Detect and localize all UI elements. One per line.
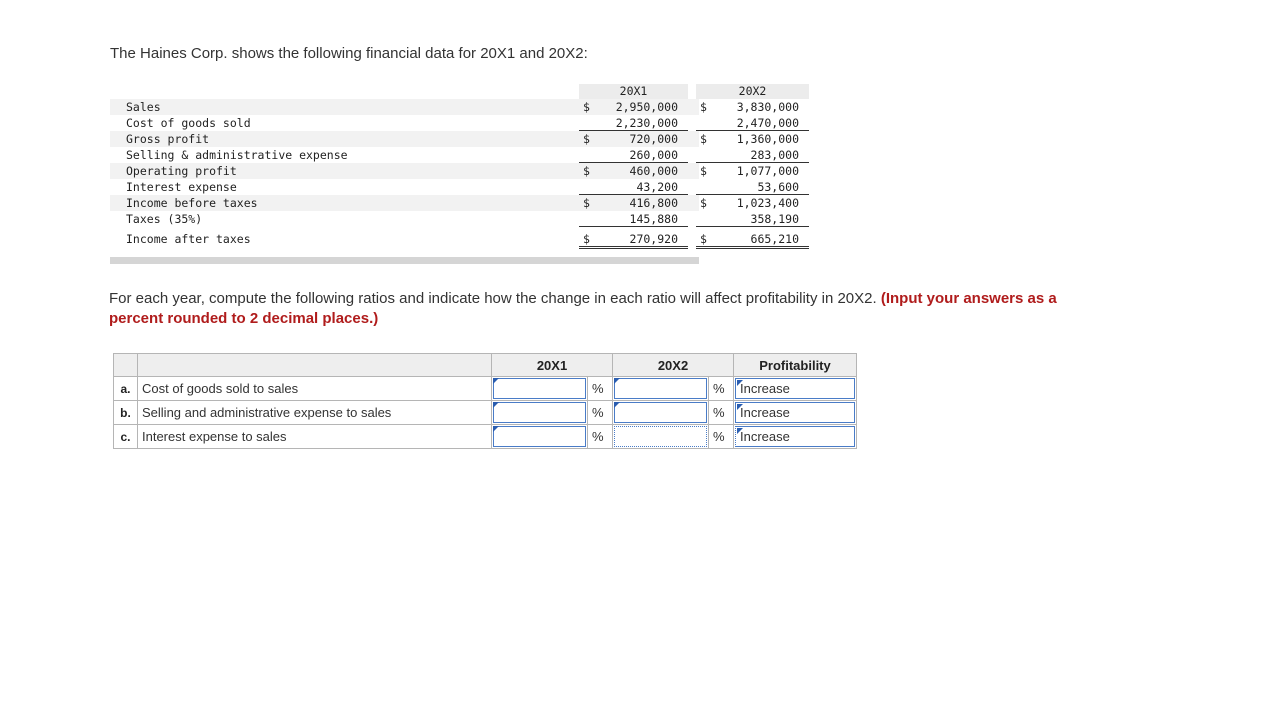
value-20x2: 283,000	[750, 148, 799, 162]
answer-header-row	[114, 354, 857, 377]
header-profitability: Profitability	[734, 354, 857, 377]
profitability-select-a[interactable]	[735, 378, 855, 399]
value-20x2: 2,470,000	[736, 116, 799, 130]
value-20x2: 1,360,000	[736, 132, 799, 146]
instructions	[109, 289, 1109, 329]
value-20x2: 1,023,400	[736, 196, 799, 210]
value-20x1: 460,000	[629, 164, 678, 178]
currency-symbol: $	[583, 196, 590, 210]
currency-symbol: $	[700, 232, 707, 246]
percent-sign: %	[709, 425, 734, 449]
flag-icon	[737, 428, 743, 434]
profitability-value: Increase	[740, 405, 790, 420]
instructions-main: For each year, compute the following ratios and indicate how the change in each ratio will affect profitability in 20X2.	[109, 290, 877, 307]
currency-symbol: $	[700, 164, 707, 178]
financial-header-row	[110, 84, 767, 99]
currency-symbol: $	[583, 132, 590, 146]
percent-sign: %	[709, 401, 734, 425]
profitability-value: Increase	[740, 381, 790, 396]
header-blank-letter	[114, 354, 138, 377]
row-label: Cost of goods sold	[126, 116, 251, 130]
row-label: Operating profit	[126, 164, 237, 178]
value-20x1: 145,880	[629, 212, 678, 226]
percent-sign: %	[588, 425, 613, 449]
financial-row-interest	[110, 179, 799, 195]
row-label: Taxes (35%)	[126, 212, 203, 226]
answer-row-a	[114, 377, 857, 401]
row-label: Income before taxes	[126, 196, 258, 210]
answer-table	[113, 353, 857, 449]
financial-row-income-before-taxes	[110, 195, 799, 211]
flag-icon	[614, 378, 620, 384]
financial-data-table	[110, 84, 799, 264]
financial-row-sales	[110, 99, 799, 115]
value-20x2: 358,190	[750, 212, 799, 226]
value-20x1: 2,230,000	[615, 116, 678, 130]
value-20x2: 53,600	[757, 180, 799, 194]
currency-symbol: $	[700, 196, 707, 210]
input-20x1-b[interactable]	[493, 402, 586, 423]
intro-text: The Haines Corp. shows the following financial data for 20X1 and 20X2:	[110, 45, 588, 62]
input-20x2-a[interactable]	[614, 378, 707, 399]
currency-symbol: $	[583, 232, 590, 246]
profitability-select-c[interactable]	[735, 426, 855, 447]
flag-icon	[737, 404, 743, 410]
financial-row-sga	[110, 147, 799, 163]
value-20x1: 260,000	[629, 148, 678, 162]
financial-row-operating-profit	[110, 163, 799, 179]
table-footer-bar	[110, 257, 699, 264]
value-20x1: 416,800	[629, 196, 678, 210]
value-20x2: 665,210	[750, 232, 799, 246]
row-letter: a.	[114, 377, 138, 401]
row-letter: c.	[114, 425, 138, 449]
value-20x2: 1,077,000	[736, 164, 799, 178]
profitability-value: Increase	[740, 429, 790, 444]
row-label: Cost of goods sold to sales	[138, 377, 492, 401]
input-20x1-c[interactable]	[493, 426, 586, 447]
flag-icon	[493, 378, 499, 384]
financial-row-cogs	[110, 115, 799, 131]
input-20x2-b[interactable]	[614, 402, 707, 423]
header-20x1: 20X1	[492, 354, 613, 377]
percent-sign: %	[588, 377, 613, 401]
row-label: Selling and administrative expense to sales	[138, 401, 492, 425]
currency-symbol: $	[583, 100, 590, 114]
header-20x2: 20X2	[613, 354, 734, 377]
currency-symbol: $	[700, 132, 707, 146]
row-label: Interest expense to sales	[138, 425, 492, 449]
row-label: Income after taxes	[126, 232, 251, 246]
currency-symbol: $	[700, 100, 707, 114]
answer-row-b	[114, 401, 857, 425]
row-label: Sales	[126, 100, 161, 114]
input-20x1-a[interactable]	[493, 378, 586, 399]
header-year-1: 20X1	[579, 84, 688, 99]
percent-sign: %	[588, 401, 613, 425]
input-20x2-c[interactable]	[614, 426, 707, 447]
flag-icon	[737, 380, 743, 386]
value-20x1: 270,920	[629, 232, 678, 246]
financial-row-taxes	[110, 211, 799, 227]
percent-sign: %	[709, 377, 734, 401]
profitability-select-b[interactable]	[735, 402, 855, 423]
financial-row-gross-profit	[110, 131, 799, 147]
row-label: Gross profit	[126, 132, 210, 146]
header-year-2: 20X2	[696, 84, 809, 99]
currency-symbol: $	[583, 164, 590, 178]
row-label: Selling & administrative expense	[126, 148, 348, 162]
value-20x2: 3,830,000	[736, 100, 799, 114]
value-20x1: 720,000	[629, 132, 678, 146]
row-letter: b.	[114, 401, 138, 425]
answer-row-c	[114, 425, 857, 449]
row-label: Interest expense	[126, 180, 237, 194]
value-20x1: 2,950,000	[615, 100, 678, 114]
flag-icon	[493, 426, 499, 432]
header-blank-label	[138, 354, 492, 377]
flag-icon	[614, 402, 620, 408]
flag-icon	[493, 402, 499, 408]
value-20x1: 43,200	[636, 180, 678, 194]
instructions-emphasis: (Input your answers as a percent rounded to 2 decimal places.)	[109, 290, 1057, 327]
financial-row-income-after-taxes	[110, 227, 799, 249]
